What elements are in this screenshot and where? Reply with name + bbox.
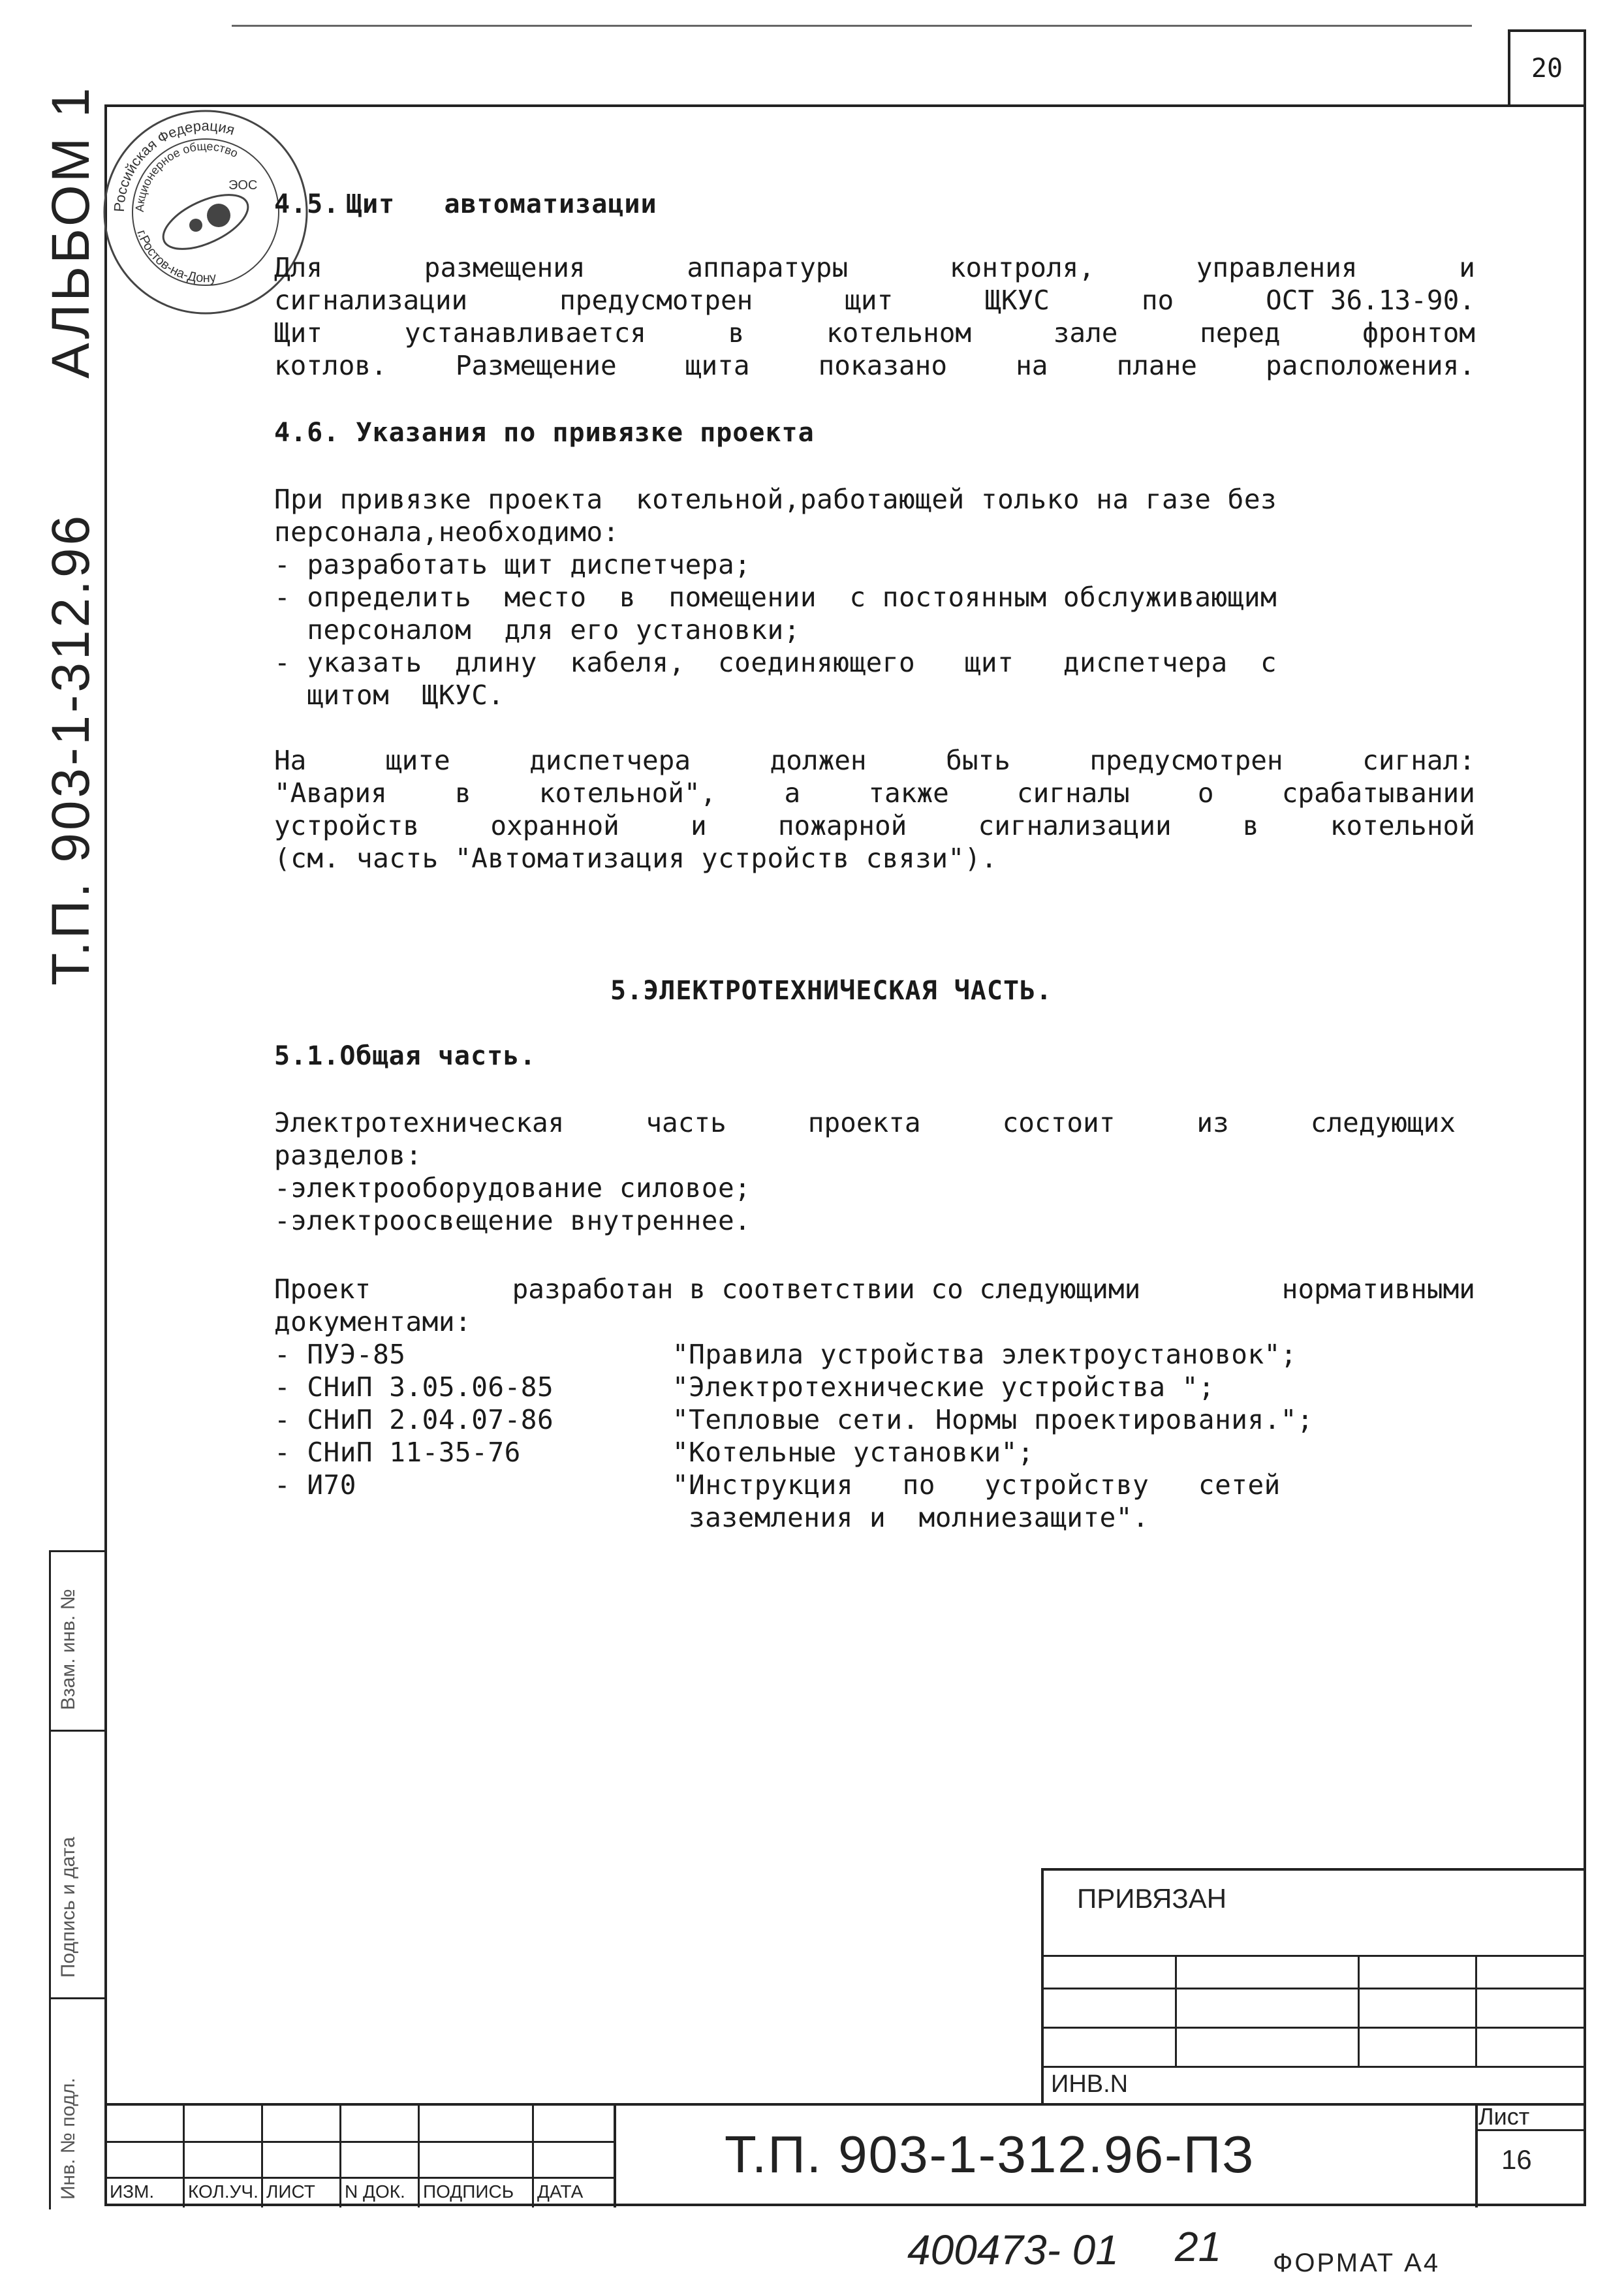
word: в xyxy=(454,777,471,809)
tb-line xyxy=(1475,2103,1478,2207)
word: аппаратуры xyxy=(687,252,849,283)
stub-label: Инв. № подл. xyxy=(57,2078,79,2200)
norm-title: "Котельные установки"; xyxy=(672,1437,1035,1468)
word: сигнализации xyxy=(274,285,468,316)
norm-code: - СНиП 2.04.07-86 xyxy=(274,1404,554,1435)
album-label: АЛЬБОМ 1 xyxy=(41,85,101,379)
privyazan-label: ПРИВЯЗАН xyxy=(1077,1883,1227,1914)
list-item: - разработать щит диспетчера; xyxy=(274,549,751,580)
document-code: Т.П. 903-1-312.96-ПЗ xyxy=(725,2125,1255,2183)
word: управления xyxy=(1196,252,1358,283)
word: устройств xyxy=(274,810,420,841)
word: Проект xyxy=(274,1273,371,1305)
word: по xyxy=(1141,285,1174,316)
paragraph-line: разделов: xyxy=(274,1140,422,1171)
word: на xyxy=(1016,350,1048,381)
stub-divider xyxy=(49,1730,104,1732)
word: Щит xyxy=(274,317,323,349)
word: часть xyxy=(646,1107,726,1138)
word: котельной", xyxy=(539,777,717,809)
word: диспетчера xyxy=(529,745,691,776)
stamp-city: г.Ростов-на-Дону xyxy=(134,228,217,286)
list-item: персоналом для его установки; xyxy=(274,614,800,646)
word: котлов. xyxy=(274,350,387,381)
word: щита xyxy=(685,350,750,381)
justified-line xyxy=(274,284,1475,317)
paragraph-line: (см. часть "Автоматизация устройств связи"). xyxy=(274,843,998,874)
word: а xyxy=(784,777,801,809)
list-item: щитом ЩКУС. xyxy=(274,679,505,711)
tb-column-line xyxy=(532,2103,534,2207)
stamp-outer-text: Российская Федерация xyxy=(110,117,237,213)
justified-line xyxy=(274,349,1475,382)
word: котельном xyxy=(826,317,972,349)
tb-line xyxy=(1358,1955,1360,2066)
word: должен xyxy=(770,745,867,776)
paragraph-line: персонала,необходимо: xyxy=(274,516,619,548)
word: из xyxy=(1196,1107,1229,1138)
stamp-center: ЭОС xyxy=(228,178,258,193)
sheet-label: Лист xyxy=(1478,2103,1530,2130)
page-number: 20 xyxy=(1508,29,1586,104)
word: и xyxy=(1459,252,1475,283)
norm-title: "Правила устройства электроустановок"; xyxy=(672,1339,1297,1370)
word: в xyxy=(728,317,745,349)
word: состоит xyxy=(1002,1107,1116,1138)
tb-line xyxy=(1041,1988,1586,1989)
justified-line xyxy=(274,1106,1456,1139)
svg-text:Российская Федерация xyxy=(111,117,237,212)
word: "Авария xyxy=(274,777,387,809)
norm-code: - СНиП 11-35-76 xyxy=(274,1437,521,1468)
tb-column-line xyxy=(261,2103,263,2207)
column-header: ИЗМ. xyxy=(110,2181,155,2202)
word: в xyxy=(1242,810,1259,841)
sidebar-code: Т.П. 903-1-312.96 xyxy=(41,512,101,986)
tb-line xyxy=(614,2103,616,2207)
word: предусмотрен xyxy=(1089,745,1283,776)
format-label: ФОРМАТ А4 xyxy=(1273,2249,1441,2277)
tb-line xyxy=(1041,1868,1044,2103)
stub-label: Взам. инв. № xyxy=(57,1589,79,1710)
tb-line xyxy=(1041,2066,1586,2068)
word: пожарной xyxy=(777,810,907,841)
word: разработан в соответствии со следующими xyxy=(512,1273,1141,1305)
handwritten-number-2: 21 xyxy=(1175,2223,1222,2270)
tb-line xyxy=(104,2141,614,2143)
tb-line xyxy=(104,2103,1586,2106)
word: На xyxy=(274,745,307,776)
sheet-number: 16 xyxy=(1501,2144,1532,2175)
top-dash-line xyxy=(232,25,1472,27)
word: ОСТ 36.13-90. xyxy=(1266,285,1475,316)
tb-column-line xyxy=(339,2103,341,2207)
word: расположения. xyxy=(1266,350,1475,381)
word: о xyxy=(1197,777,1214,809)
word: быть xyxy=(946,745,1010,776)
paragraph-line: документами: xyxy=(274,1306,472,1337)
svg-text:г.Ростов-на-Дону xyxy=(134,228,217,286)
justified-line xyxy=(274,744,1475,777)
word: Размещение xyxy=(455,350,617,381)
norm-code: - ПУЭ-85 xyxy=(274,1339,406,1370)
word: нормативными xyxy=(1281,1273,1475,1305)
word: ЩКУС xyxy=(985,285,1050,316)
word: котельной xyxy=(1330,810,1475,841)
stub-divider xyxy=(49,1997,104,1999)
list-item: - указать длину кабеля, соединяющего щит диспетчера с xyxy=(274,647,1277,678)
stub-border xyxy=(49,1550,51,2209)
word: щите xyxy=(385,745,450,776)
norm-title-continued: заземления и молниезащите". xyxy=(689,1502,1149,1533)
stub-label: Подпись и дата xyxy=(57,1837,79,1978)
section-5-title: 5.ЭЛЕКТРОТЕХНИЧЕСКАЯ ЧАСТЬ. xyxy=(610,976,1053,1006)
word: проекта xyxy=(807,1107,921,1138)
tb-line xyxy=(1175,1955,1177,2066)
column-header: ЛИСТ xyxy=(266,2181,315,2202)
tb-column-line xyxy=(418,2103,420,2207)
word: следующих xyxy=(1310,1107,1456,1138)
word: щит xyxy=(845,285,894,316)
tb-line xyxy=(1475,1955,1477,2066)
word: также xyxy=(868,777,949,809)
column-header: ДАТА xyxy=(537,2181,584,2202)
handwritten-number: 400473- 01 xyxy=(907,2226,1119,2273)
norm-code: - И70 xyxy=(274,1469,356,1501)
section-4-5-number: 4.5. xyxy=(274,189,340,219)
norm-title: "Инструкция по устройству сетей xyxy=(672,1469,1281,1501)
justified-line xyxy=(274,777,1475,809)
word: зале xyxy=(1053,317,1118,349)
norm-title: "Тепловые сети. Нормы проектирования."; xyxy=(672,1404,1314,1435)
norm-code: - СНиП 3.05.06-85 xyxy=(274,1371,554,1403)
word: срабатывании xyxy=(1281,777,1475,809)
word: сигнал: xyxy=(1362,745,1475,776)
stamp-inner-text: Акционерное общество xyxy=(133,139,240,213)
word: показано xyxy=(818,350,948,381)
norm-title: "Электротехнические устройства "; xyxy=(672,1371,1215,1403)
word: фронтом xyxy=(1362,317,1475,349)
word: размещения xyxy=(424,252,586,283)
paragraph-line: При привязке проекта котельной,работающей только на газе без xyxy=(274,484,1277,515)
justified-line xyxy=(274,809,1475,842)
word: и xyxy=(691,810,707,841)
list-item: - определить место в помещении с постоянным обслуживающим xyxy=(274,582,1277,613)
word: плане xyxy=(1116,350,1197,381)
list-item: -электроосвещение внутреннее. xyxy=(274,1205,751,1236)
word: охранной xyxy=(490,810,619,841)
tb-line xyxy=(104,2177,614,2179)
word: перед xyxy=(1200,317,1281,349)
list-item: -электрооборудование силовое; xyxy=(274,1172,751,1204)
inv-label: ИНВ.N xyxy=(1051,2070,1129,2098)
word: Электротехническая xyxy=(274,1107,565,1138)
word: сигнализации xyxy=(978,810,1172,841)
tb-line xyxy=(1041,1868,1586,1871)
word: предусмотрен xyxy=(559,285,753,316)
justified-line xyxy=(274,317,1475,349)
tb-column-line xyxy=(183,2103,185,2207)
tb-line xyxy=(1041,2027,1586,2029)
justified-line xyxy=(274,251,1475,284)
column-header: ПОДПИСЬ xyxy=(423,2181,514,2202)
word: сигналы xyxy=(1016,777,1130,809)
section-5-1-heading: 5.1.Общая часть. xyxy=(274,1041,537,1071)
word: устанавливается xyxy=(404,317,646,349)
word: контроля, xyxy=(949,252,1095,283)
tb-line xyxy=(1041,1955,1586,1957)
justified-line xyxy=(274,1273,1475,1305)
stub-divider xyxy=(49,1550,104,1552)
section-4-5-heading: Щит автоматизации xyxy=(346,189,657,219)
column-header: N ДОК. xyxy=(345,2181,405,2202)
section-4-6-heading: 4.6. Указания по привязке проекта xyxy=(274,418,815,448)
column-header: КОЛ.УЧ. xyxy=(188,2181,258,2202)
word: Для xyxy=(274,252,323,283)
